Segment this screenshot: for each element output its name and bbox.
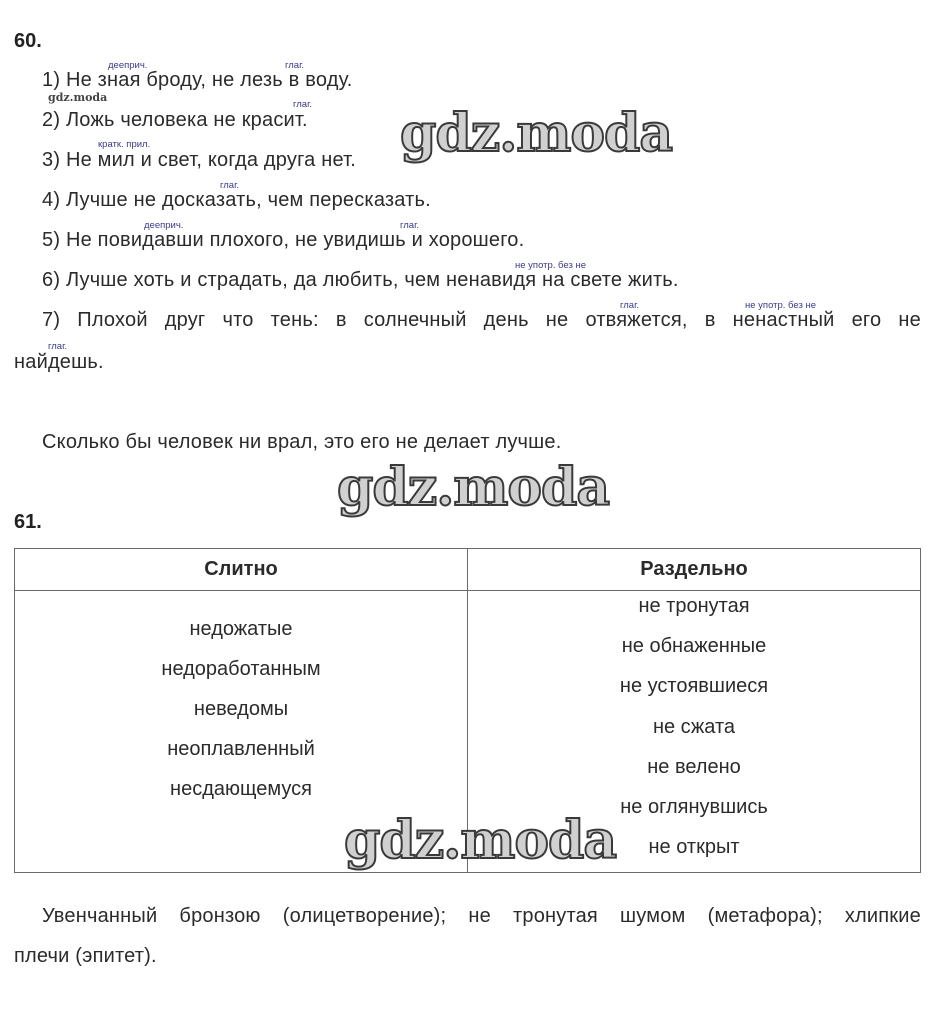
- list-item: не велено: [647, 755, 741, 778]
- watermark-large: gdz.moda: [344, 810, 617, 871]
- word: в: [704, 309, 716, 331]
- word: его: [851, 309, 882, 331]
- list-item: не тронутая: [638, 595, 750, 617]
- sentence-5: 5) Не повидавши плохого, не увидишь и хорошего.: [42, 229, 525, 251]
- word: что: [222, 309, 254, 331]
- word: друг: [164, 309, 206, 331]
- exercise-60-conclusion: Сколько бы человек ни врал, это его не делает лучше.: [42, 431, 562, 453]
- list-item: неведомы: [193, 698, 289, 720]
- sentence-3: 3) Не мил и свет, когда друга нет.: [42, 149, 357, 171]
- word: отвяжется,: [585, 309, 688, 331]
- list-item: не сжата: [652, 715, 736, 738]
- word: (метафора);: [707, 905, 823, 927]
- sentence-7: [42, 309, 921, 332]
- word: не: [468, 905, 491, 927]
- exercise-61-number: 61.: [14, 511, 42, 533]
- word: 7): [42, 309, 61, 331]
- list-item: недожатые: [189, 618, 293, 640]
- watermark-small: gdz.moda: [48, 91, 108, 104]
- watermark-large: gdz.moda: [400, 103, 673, 164]
- word: не: [545, 309, 569, 331]
- word: Плохой: [77, 309, 148, 331]
- annotation-gerund: дееприч.: [144, 220, 184, 231]
- list-item: не обнаженные: [621, 635, 767, 658]
- word: шумом: [620, 905, 686, 927]
- list-item: недоработанным: [161, 658, 321, 680]
- annotation-verb: глаг.: [400, 220, 420, 231]
- exercise-60-number: 60.: [14, 30, 42, 52]
- exercise-61-conclusion-line-1: [42, 905, 921, 928]
- list-item: неоплавленный: [167, 738, 315, 760]
- watermark-large: gdz.moda: [337, 457, 610, 518]
- sentence-6: 6) Лучше хоть и страдать, да любить, чем ненавидя на свете жить.: [42, 269, 679, 291]
- sentence-2: 2) Ложь человека не красит.: [42, 109, 308, 131]
- annotation-not-used-without-ne: не употр. без не: [745, 300, 816, 311]
- annotation-verb: глаг.: [620, 300, 640, 311]
- exercise-61-conclusion-line-2: плечи (эпитет).: [14, 945, 157, 967]
- annotation-verb: глаг.: [285, 60, 305, 71]
- word: тень:: [270, 309, 319, 331]
- list-item: несдающемуся: [170, 778, 312, 800]
- annotation-verb: глаг.: [293, 99, 313, 110]
- header-together: Слитно: [15, 549, 468, 591]
- annotation-verb: глаг.: [220, 180, 240, 191]
- annotation-verb: глаг.: [48, 341, 68, 352]
- word: солнечный: [363, 309, 467, 331]
- annotation-not-used-without-ne: не употр. без не: [515, 260, 586, 271]
- list-item: не оглянувшись: [620, 795, 768, 818]
- sentence-1: 1) Не зная броду, не лезь в воду.: [42, 69, 353, 91]
- header-separate: Раздельно: [468, 549, 921, 591]
- list-item: не открыт: [648, 836, 740, 859]
- word: день: [483, 309, 529, 331]
- word: в: [335, 309, 347, 331]
- word: тронутая: [513, 905, 598, 927]
- word: Увенчанный: [42, 905, 158, 927]
- annotation-short-adjective: кратк. прил.: [98, 139, 151, 150]
- word: хлипкие: [844, 905, 921, 927]
- word: ненастный: [732, 309, 835, 331]
- list-item: не устоявшиеся: [619, 675, 769, 698]
- word: не: [898, 309, 921, 331]
- word: бронзою: [179, 905, 261, 927]
- sentence-4: 4) Лучше не досказать, чем пересказать.: [42, 189, 431, 211]
- sentence-7-continuation: найдешь.: [14, 351, 104, 373]
- word: (олицетворение);: [282, 905, 447, 927]
- annotation-gerund: дееприч.: [108, 60, 148, 71]
